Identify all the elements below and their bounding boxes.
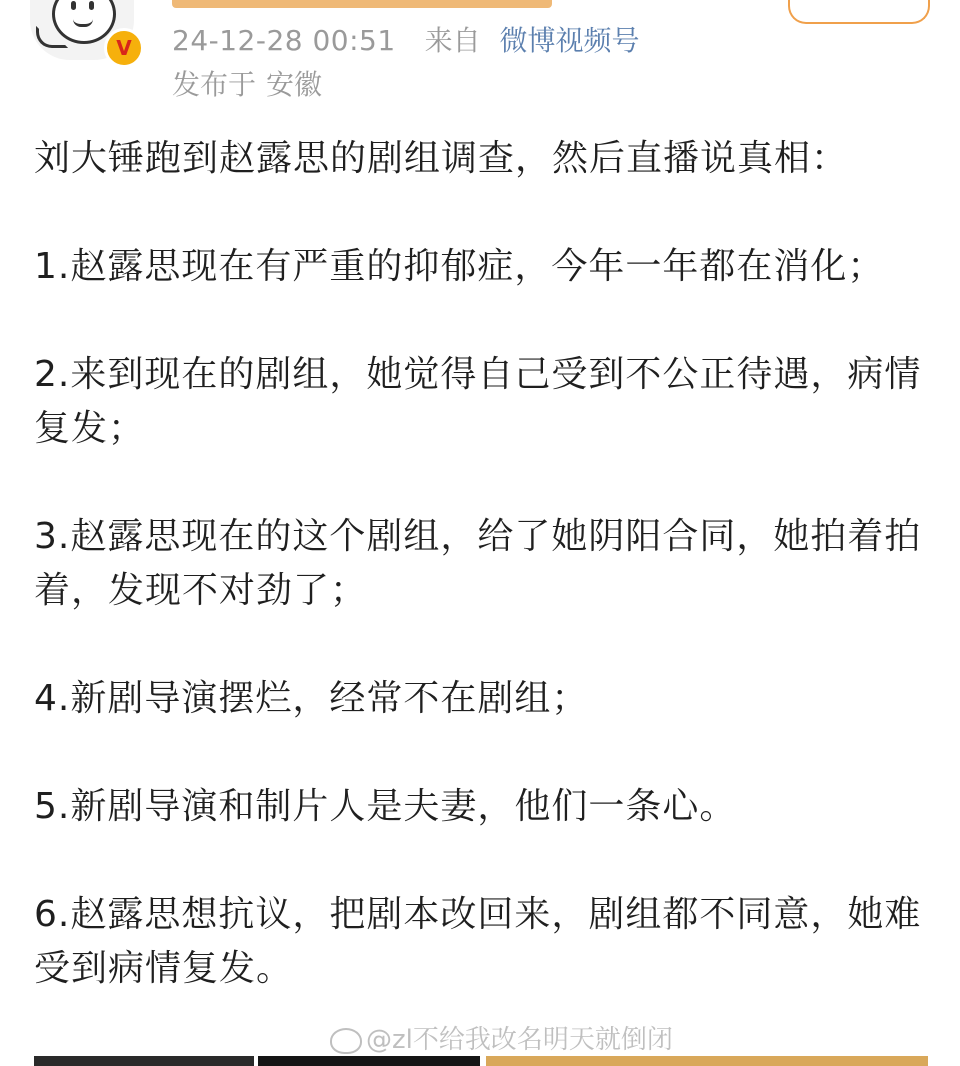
post-image-strip — [34, 1056, 928, 1066]
verified-badge-icon: V — [104, 28, 144, 68]
post-source-link[interactable]: 微博视频号 — [499, 24, 640, 57]
follow-button[interactable] — [788, 0, 930, 24]
location-label: 发布于 — [172, 68, 257, 101]
avatar-eye-icon — [71, 1, 76, 10]
post-body — [34, 132, 934, 1050]
post-from-label: 来自 — [424, 24, 481, 57]
post-paragraph: 4.新剧导演摆烂，经常不在剧组； — [34, 678, 589, 719]
post-paragraph: 刘大锤跑到赵露思的剧组调查，然后直播说真相： — [34, 138, 849, 179]
post-image-thumbnail[interactable] — [486, 1056, 928, 1066]
post-image-thumbnail[interactable] — [258, 1056, 480, 1066]
post-header — [0, 0, 960, 110]
post-time: 24-12-28 00:51 — [172, 24, 396, 57]
post-paragraph: 6.赵露思想抗议，把剧本改回来，剧组都不同意，她难受到病情复发。 — [34, 894, 922, 989]
location-value: 安徽 — [266, 68, 323, 101]
username-cropped[interactable] — [172, 0, 552, 8]
post-paragraph: 5.新剧导演和制片人是夫妻，他们一条心。 — [34, 786, 737, 827]
watermark — [330, 1024, 673, 1056]
post-paragraph: 2.来到现在的剧组，她觉得自己受到不公正待遇，病情复发； — [34, 354, 922, 449]
post-image-thumbnail[interactable] — [34, 1056, 254, 1066]
post-paragraph: 1.赵露思现在有严重的抑郁症，今年一年都在消化； — [34, 246, 885, 287]
weibo-logo-icon — [330, 1028, 362, 1054]
avatar-mouth-icon — [73, 19, 93, 27]
post-meta-line — [172, 22, 640, 60]
post-location-line — [172, 66, 322, 104]
avatar-eye-icon — [89, 1, 94, 10]
watermark-text: @zl不给我改名明天就倒闭 — [366, 1025, 673, 1055]
post-paragraph: 3.赵露思现在的这个剧组，给了她阴阳合同，她拍着拍着，发现不对劲了； — [34, 516, 922, 611]
